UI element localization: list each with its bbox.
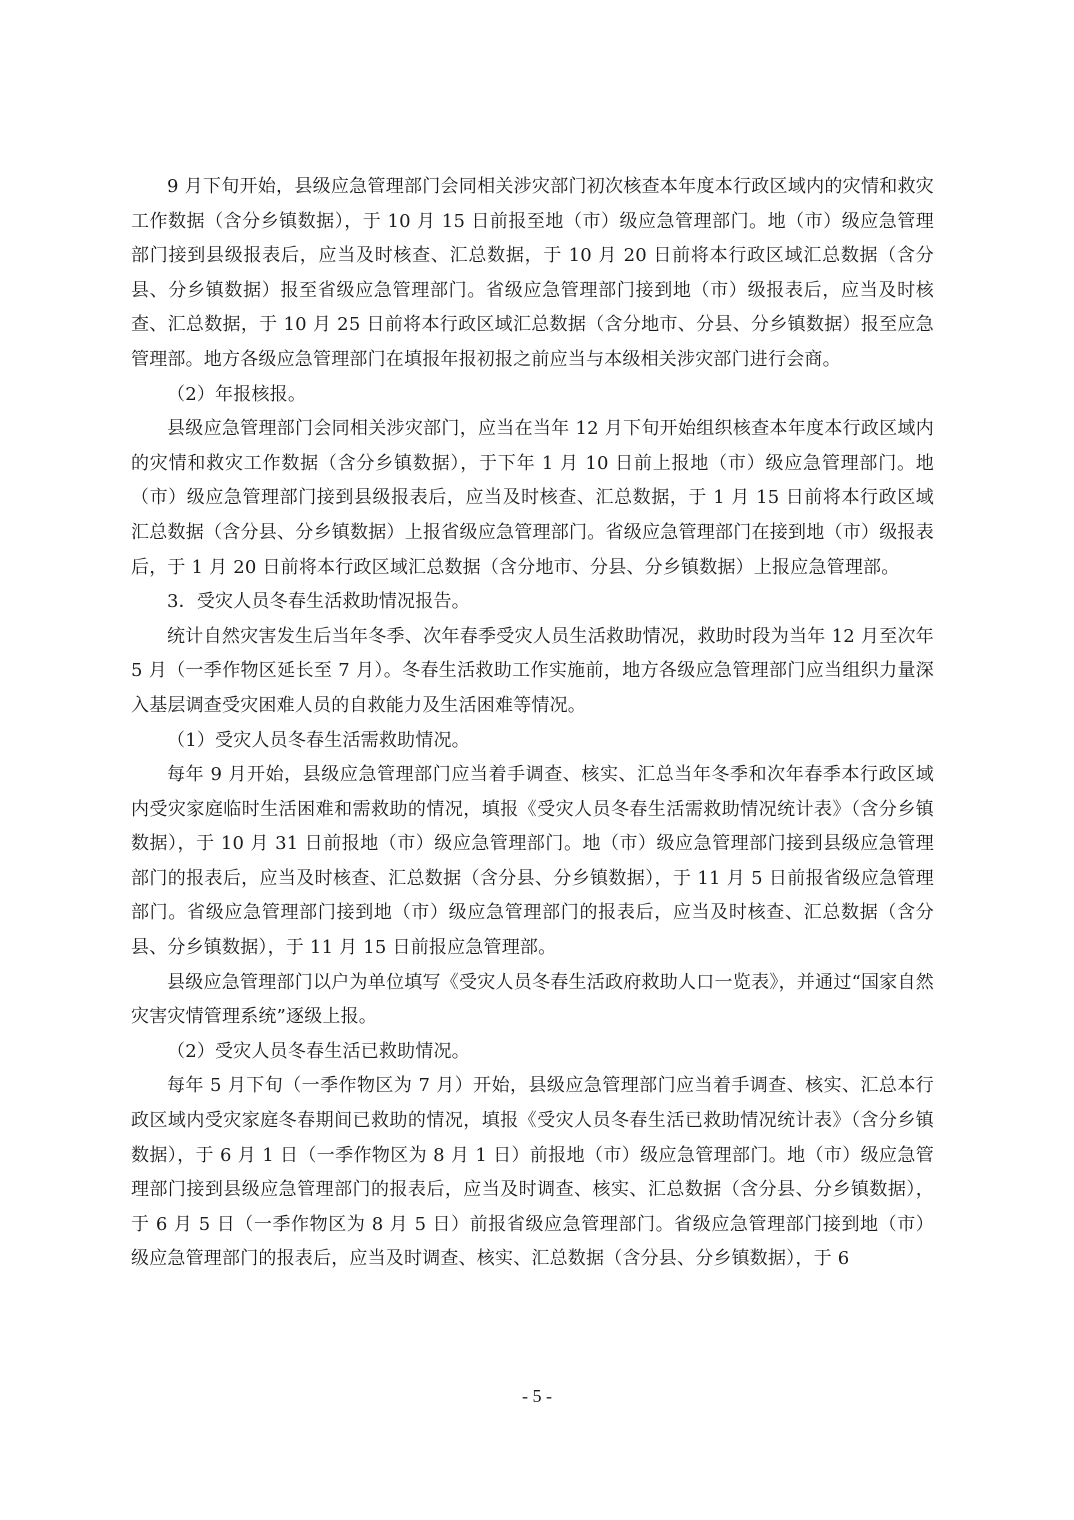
paragraph-winter-spring-relief-scope: 统计自然灾害发生后当年冬季、次年春季受灾人员生活救助情况，救助时段为当年 12 月至次年 5 月（一季作物区延长至 7 月）。冬春生活救助工作实施前，地方各级应急管理部门应当组织力量深入基层调查受灾困难人员的自救能力及生活困难等情况。 bbox=[131, 625, 934, 716]
heading-relief-provided: （2）受灾人员冬春生活已救助情况。 bbox=[167, 1040, 470, 1062]
body-text bbox=[131, 170, 934, 1277]
paragraph-household-list-submission: 县级应急管理部门以户为单位填写《受灾人员冬春生活政府救助人口一览表》，并通过“国家自然灾害灾情管理系统”逐级上报。 bbox=[131, 971, 934, 1028]
heading-annual-verification-report: （2）年报核报。 bbox=[167, 383, 307, 405]
heading-winter-spring-relief-report: 3．受灾人员冬春生活救助情况报告。 bbox=[167, 591, 470, 613]
heading-relief-needed: （1）受灾人员冬春生活需救助情况。 bbox=[167, 729, 470, 751]
paragraph-relief-provided-schedule: 每年 5 月下旬（一季作物区为 7 月）开始，县级应急管理部门应当着手调查、核实、汇总本行政区域内受灾家庭冬春期间已救助的情况，填报《受灾人员冬春生活已救助情况统计表》（含分乡镇数据），于 6 月 1 日（一季作物区为 8 月 1 日）前报地（市）级应急管理部门。地（市）级应急管理部门接到县级应急管理部门的报表后，应当及时调查、核实、汇总数据（含分县、分乡镇数据），于 6 月 5 日（一季作物区为 8 月 5 日）前报省级应急管理部门。省级应急管理部门接到地（市）级应急管理部门的报表后，应当及时调查、核实、汇总数据（含分县、分乡镇数据），于 6 bbox=[131, 1075, 934, 1270]
paragraph-relief-needed-schedule: 每年 9 月开始，县级应急管理部门应当着手调查、核实、汇总当年冬季和次年春季本行政区域内受灾家庭临时生活困难和需救助的情况，填报《受灾人员冬春生活需救助情况统计表》（含分乡镇数据），于 10 月 31 日前报地（市）级应急管理部门。地（市）级应急管理部门接到县级应急管理部门的报表后，应当及时核查、汇总数据（含分县、分乡镇数据），于 11 月 5 日前报省级应急管理部门。省级应急管理部门接到地（市）级应急管理部门的报表后，应当及时核查、汇总数据（含分县、分乡镇数据），于 11 月 15 日前报应急管理部。 bbox=[131, 764, 934, 959]
paragraph-annual-verification-schedule: 县级应急管理部门会同相关涉灾部门，应当在当年 12 月下旬开始组织核查本年度本行政区域内的灾情和救灾工作数据（含分乡镇数据），于下年 1 月 10 日前上报地（市）级应急管理部门。地（市）级应急管理部门接到县级报表后，应当及时核查、汇总数据，于 1 月 15 日前将本行政区域汇总数据（含分县、分乡镇数据）上报省级应急管理部门。省级应急管理部门在接到地（市）级报表后，于 1 月 20 日前将本行政区域汇总数据（含分地市、分县、分乡镇数据）上报应急管理部。 bbox=[131, 418, 934, 578]
page-number: - 5 - bbox=[522, 1386, 552, 1406]
paragraph-annual-initial-report-schedule: 9 月下旬开始，县级应急管理部门会同相关涉灾部门初次核查本年度本行政区域内的灾情和救灾工作数据（含分乡镇数据），于 10 月 15 日前报至地（市）级应急管理部门。地（市）级应急管理部门接到县级报表后，应当及时核查、汇总数据，于 10 月 20 日前将本行政区域汇总数据（含分县、分乡镇数据）报至省级应急管理部门。省级应急管理部门接到地（市）级报表后，应当及时核查、汇总数据，于 10 月 25 日前将本行政区域汇总数据（含分地市、分县、分乡镇数据）报至应急管理部。地方各级应急管理部门在填报年报初报之前应当与本级相关涉灾部门进行会商。 bbox=[131, 176, 934, 370]
